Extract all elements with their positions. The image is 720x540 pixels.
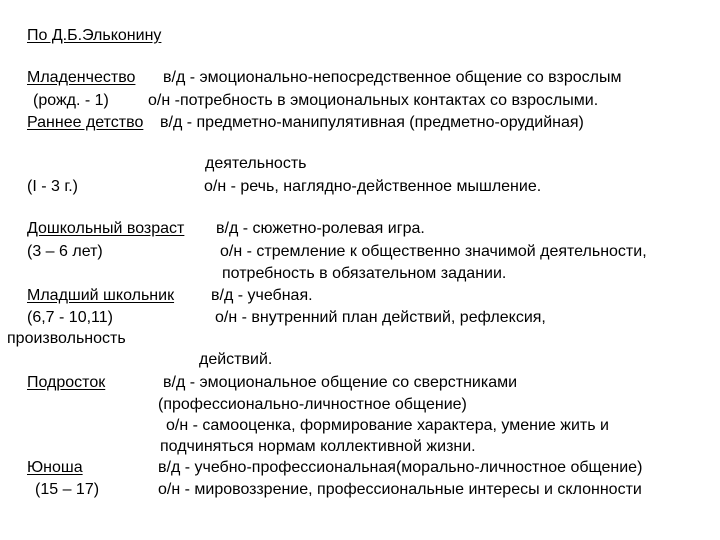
stage-name-preschool: Дошкольный возраст (27, 220, 185, 237)
stage-need-junior-school: о/н - внутренний план действий, рефлексия, (215, 309, 546, 326)
stage-need-cont-junior-school: произвольность (7, 330, 126, 347)
stage-name-youth: Юноша (27, 459, 83, 476)
stage-age-youth: (15 – 17) (35, 481, 100, 498)
stage-activity-youth: в/д - учебно-профессиональная(морально-личностное общение) (158, 459, 643, 476)
stage-need-early-childhood: о/н - речь, наглядно-действенное мышление. (204, 178, 542, 195)
stage-need-youth: о/н - мировоззрение, профессиональные интересы и склонности (158, 481, 642, 498)
stage-age-preschool: (3 – 6 лет) (27, 243, 103, 260)
document-title: По Д.Б.Эльконину (27, 27, 162, 44)
stage-name-infancy: Младенчество (27, 69, 136, 86)
stage-activity-cont-early-childhood: деятельность (205, 155, 307, 172)
stage-activity-adolescent: в/д - эмоциональное общение со сверстниками (163, 374, 518, 391)
stage-need-preschool: о/н - стремление к общественно значимой деятельности, (220, 243, 647, 260)
stage-name-early-childhood: Раннее детство (27, 114, 144, 131)
stage-need-cont-adolescent: подчиняться нормам коллективной жизни. (160, 438, 476, 455)
stage-need-cont2-junior-school: действий. (199, 351, 273, 368)
stage-activity-junior-school: в/д - учебная. (211, 287, 313, 304)
stage-activity-preschool: в/д - сюжетно-ролевая игра. (216, 220, 425, 237)
stage-activity-early-childhood: в/д - предметно-манипулятивная (предметно-орудийная) (160, 114, 584, 131)
stage-activity-infancy: в/д - эмоционально-непосредственное общение со взрослым (163, 69, 622, 86)
stage-need-adolescent: о/н - самооценка, формирование характера, умение жить и (166, 417, 609, 434)
stage-age-junior-school: (6,7 - 10,11) (27, 309, 113, 326)
stage-name-junior-school: Младший школьник (27, 287, 175, 304)
stage-need-cont-preschool: потребность в обязательном задании. (222, 265, 507, 282)
stage-name-adolescent: Подросток (27, 374, 106, 391)
stage-need-infancy: о/н -потребность в эмоциональных контактах со взрослыми. (148, 92, 599, 109)
stage-age-early-childhood: (I - 3 г.) (27, 178, 78, 195)
stage-activity-cont-adolescent: (профессионально-личностное общение) (158, 396, 467, 413)
stage-age-infancy: (рожд. - 1) (33, 92, 109, 109)
